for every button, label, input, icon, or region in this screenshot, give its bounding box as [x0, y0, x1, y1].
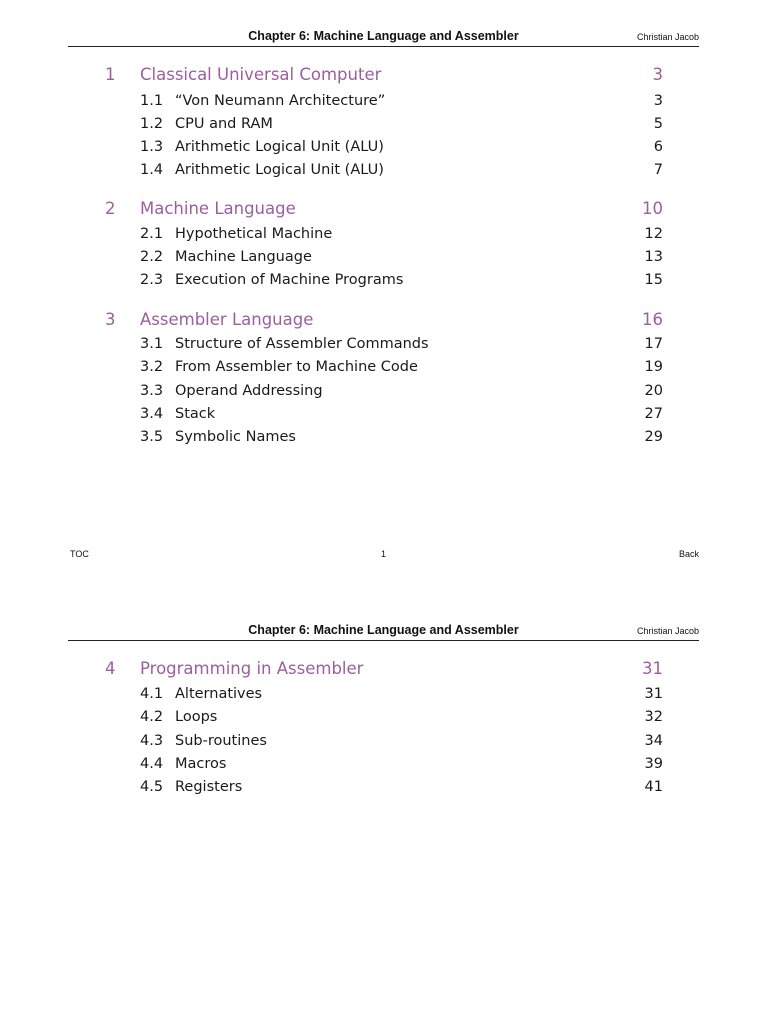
section-number: 4	[105, 659, 116, 678]
section-page: 31	[642, 659, 663, 678]
author-name: Christian Jacob	[636, 32, 699, 42]
toc-subsection[interactable]	[0, 270, 768, 290]
subsection-page: 32	[644, 709, 663, 725]
subsection-title: Alternatives	[175, 686, 263, 702]
section-title: Programming in Assembler	[140, 659, 364, 678]
subsection-title: Macros	[175, 756, 227, 772]
subsection-number: 3.1	[140, 336, 164, 352]
section-page: 3	[652, 65, 663, 84]
subsection-page: 15	[644, 272, 663, 288]
subsection-title: “Von Neumann Architecture”	[175, 93, 386, 109]
toc-section[interactable]	[0, 309, 768, 331]
page-header	[68, 622, 699, 641]
chapter-title: Chapter 6: Machine Language and Assembler	[248, 29, 519, 43]
back-link[interactable]: Back	[678, 549, 699, 559]
section-number: 2	[105, 199, 116, 218]
subsection-number: 4.5	[140, 779, 164, 795]
subsection-page: 13	[644, 249, 663, 265]
toc-subsection[interactable]	[0, 404, 768, 424]
subsection-title: Hypothetical Machine	[175, 226, 333, 242]
subsection-page: 41	[644, 779, 663, 795]
toc-link[interactable]: TOC	[70, 549, 89, 559]
subsection-page: 6	[653, 139, 663, 155]
chapter-title: Chapter 6: Machine Language and Assembler	[248, 623, 519, 637]
subsection-number: 2.3	[140, 272, 164, 288]
toc-subsection[interactable]	[0, 334, 768, 354]
toc-subsection[interactable]	[0, 224, 768, 244]
subsection-title: Registers	[175, 779, 243, 795]
subsection-page: 29	[644, 429, 663, 445]
subsection-number: 4.1	[140, 686, 164, 702]
toc-subsection[interactable]	[0, 684, 768, 704]
subsection-number: 3.2	[140, 359, 164, 375]
toc-section[interactable]	[0, 64, 768, 86]
toc-subsection[interactable]	[0, 137, 768, 157]
subsection-number: 1.4	[140, 162, 164, 178]
author-name: Christian Jacob	[636, 626, 699, 636]
subsection-page: 20	[644, 383, 663, 399]
subsection-number: 1.1	[140, 93, 164, 109]
subsection-number: 4.4	[140, 756, 164, 772]
subsection-title: From Assembler to Machine Code	[175, 359, 418, 375]
toc-subsection[interactable]	[0, 114, 768, 134]
subsection-title: Machine Language	[175, 249, 312, 265]
toc-subsection[interactable]	[0, 247, 768, 267]
subsection-title: Symbolic Names	[175, 429, 296, 445]
subsection-page: 19	[644, 359, 663, 375]
subsection-number: 1.2	[140, 116, 164, 132]
subsection-title: Execution of Machine Programs	[175, 272, 404, 288]
toc-subsection[interactable]	[0, 731, 768, 751]
toc-subsection[interactable]	[0, 91, 768, 111]
toc-subsection[interactable]	[0, 754, 768, 774]
section-title: Assembler Language	[140, 310, 314, 329]
subsection-page: 27	[644, 406, 663, 422]
subsection-page: 17	[644, 336, 663, 352]
toc-section[interactable]	[0, 658, 768, 680]
subsection-number: 3.4	[140, 406, 164, 422]
toc-subsection[interactable]	[0, 707, 768, 727]
subsection-title: CPU and RAM	[175, 116, 273, 132]
page-header	[68, 28, 699, 47]
subsection-title: Arithmetic Logical Unit (ALU)	[175, 139, 384, 155]
section-number: 1	[105, 65, 116, 84]
subsection-page: 31	[644, 686, 663, 702]
toc-subsection[interactable]	[0, 381, 768, 401]
section-page: 10	[642, 199, 663, 218]
subsection-title: Arithmetic Logical Unit (ALU)	[175, 162, 384, 178]
toc-subsection[interactable]	[0, 777, 768, 797]
subsection-number: 4.3	[140, 733, 164, 749]
toc-subsection[interactable]	[0, 357, 768, 377]
subsection-page: 3	[653, 93, 663, 109]
section-number: 3	[105, 310, 116, 329]
page-footer	[68, 549, 699, 561]
section-title: Machine Language	[140, 199, 296, 218]
subsection-number: 1.3	[140, 139, 164, 155]
subsection-title: Operand Addressing	[175, 383, 323, 399]
subsection-title: Sub-routines	[175, 733, 267, 749]
subsection-number: 3.5	[140, 429, 164, 445]
subsection-title: Stack	[175, 406, 216, 422]
subsection-page: 34	[644, 733, 663, 749]
subsection-page: 12	[644, 226, 663, 242]
subsection-title: Structure of Assembler Commands	[175, 336, 429, 352]
subsection-number: 3.3	[140, 383, 164, 399]
page-number: 1	[380, 549, 386, 559]
section-title: Classical Universal Computer	[140, 65, 382, 84]
toc-section[interactable]	[0, 198, 768, 220]
toc-subsection[interactable]	[0, 160, 768, 180]
toc-subsection[interactable]	[0, 427, 768, 447]
subsection-number: 2.1	[140, 226, 164, 242]
document-page-2	[0, 594, 768, 1024]
subsection-number: 4.2	[140, 709, 164, 725]
subsection-title: Loops	[175, 709, 218, 725]
section-page: 16	[642, 310, 663, 329]
subsection-number: 2.2	[140, 249, 164, 265]
subsection-page: 7	[653, 162, 663, 178]
subsection-page: 39	[644, 756, 663, 772]
subsection-page: 5	[653, 116, 663, 132]
